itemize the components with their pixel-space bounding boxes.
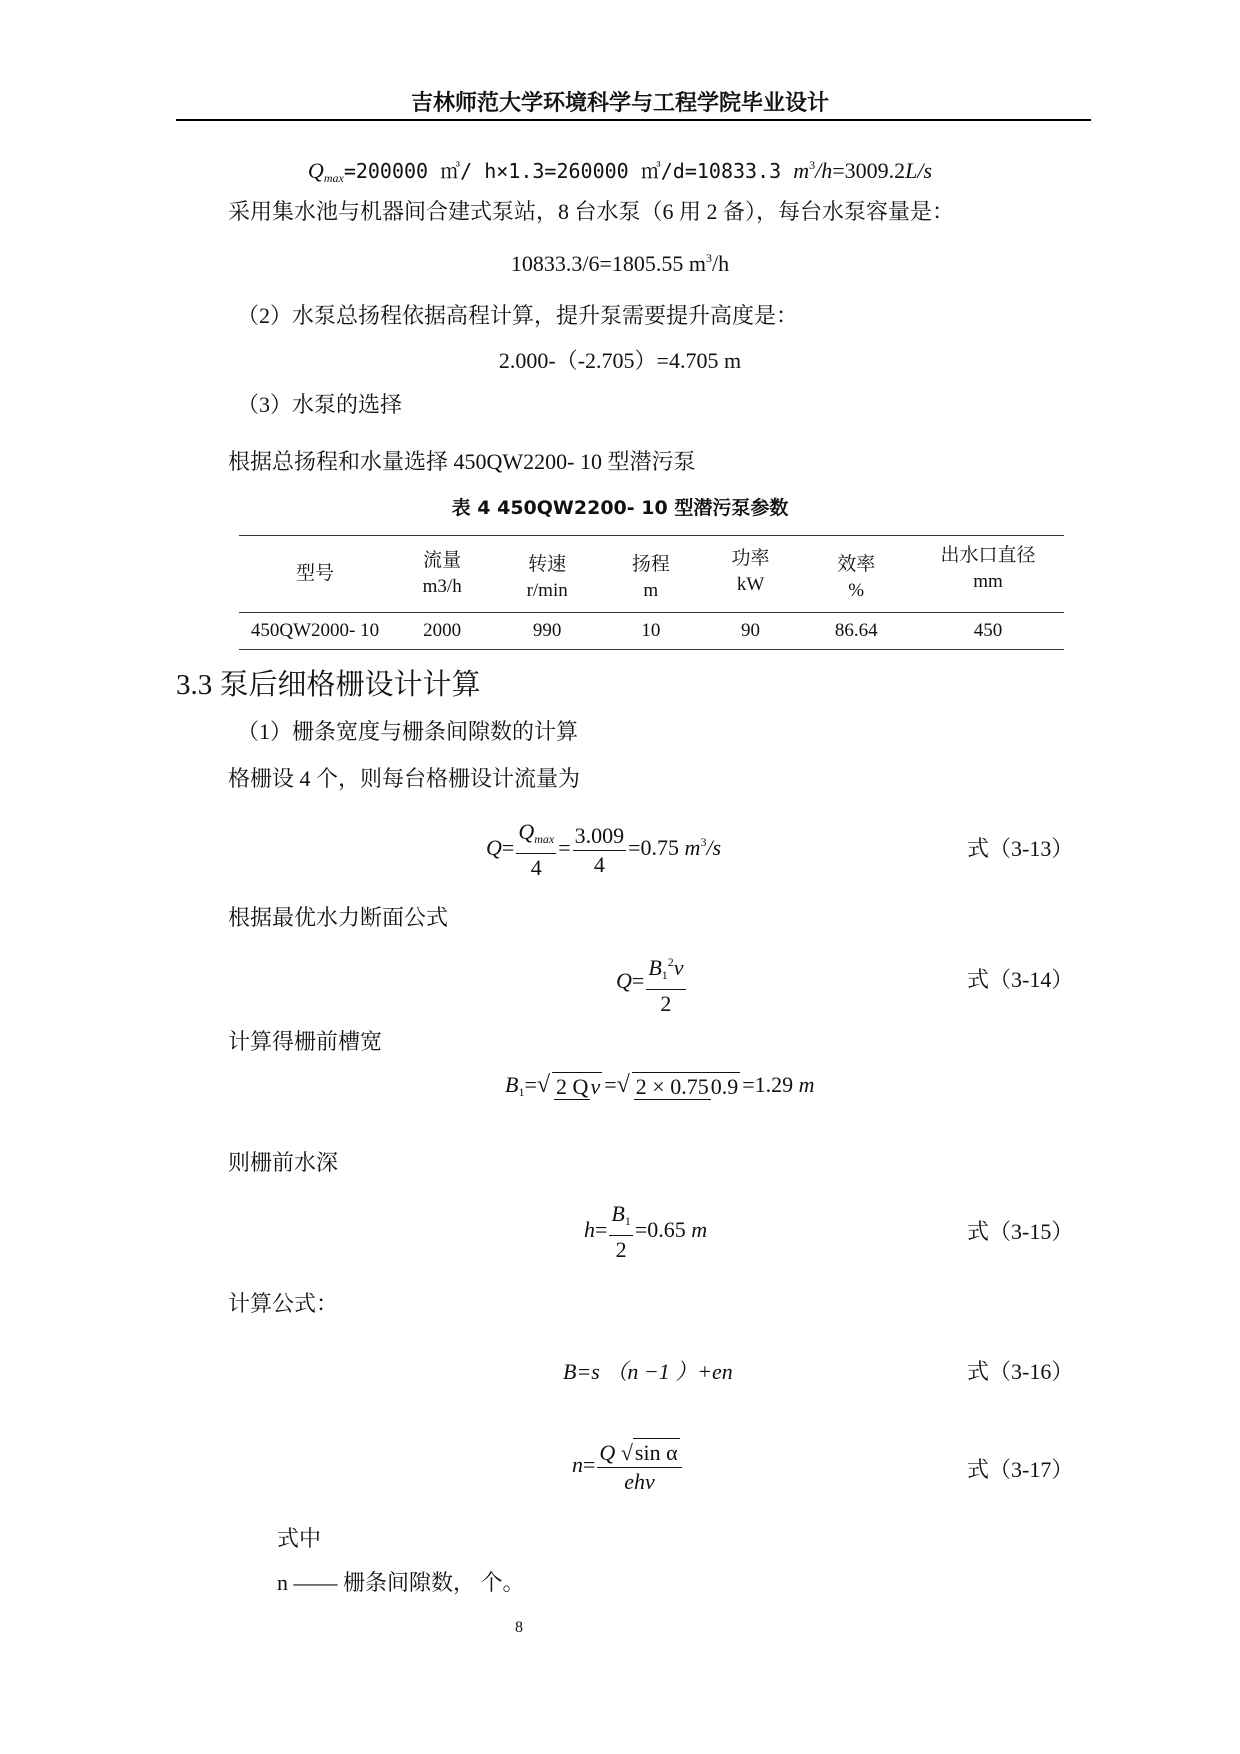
numerator: B xyxy=(611,1201,625,1226)
equation-number: 式（3-17） xyxy=(967,1457,1074,1482)
header-label: 型号 xyxy=(295,563,334,584)
paragraph: 采用集水池与机器间合建式泵站，8 台水泵（6 用 2 备），每台水泵容量是： xyxy=(228,199,955,224)
fraction xyxy=(573,822,627,879)
subscript: max xyxy=(534,832,555,846)
denominator: 0.9 xyxy=(710,1074,739,1100)
table-caption: 表 4 450QW2200- 10 型潜污泵参数 xyxy=(451,497,789,519)
numerator: 3.009 xyxy=(573,822,627,851)
table-header-row xyxy=(239,536,1064,613)
sqrt-icon: √ xyxy=(536,1072,551,1098)
subscript: 1 xyxy=(661,968,668,982)
equation-number: 式（3-13） xyxy=(967,836,1074,861)
header-unit: kW xyxy=(736,573,765,595)
header-label: 扬程 xyxy=(631,553,670,575)
fraction xyxy=(552,1072,602,1101)
fraction xyxy=(597,1438,681,1496)
header-label: 出水口直径 xyxy=(940,544,1036,566)
unit: m xyxy=(691,1217,708,1243)
header-unit: r/min xyxy=(526,579,568,601)
denominator: v xyxy=(590,1074,601,1100)
denominator: 2 xyxy=(660,991,672,1016)
paragraph: 式中 xyxy=(277,1526,322,1551)
head-equation: 2.000-（-2.705）=4.705 m xyxy=(498,348,742,373)
pump-capacity-equation xyxy=(0,244,1240,278)
fraction xyxy=(646,948,685,1018)
unit: m xyxy=(798,1072,815,1097)
paragraph: 计算得栅前槽宽 xyxy=(228,1029,383,1054)
col-header xyxy=(601,536,701,613)
paragraph: （2）水泵总扬程依据高程计算，提升泵需要提升高度是： xyxy=(237,303,799,328)
col-header xyxy=(391,536,493,613)
cell: 10 xyxy=(641,620,661,641)
denominator: 4 xyxy=(530,855,542,880)
eq-sign: = xyxy=(583,1452,596,1478)
eq-result: =1.29 xyxy=(742,1072,794,1097)
header-rule xyxy=(176,119,1091,121)
subscript: 1 xyxy=(624,1214,631,1228)
qmax-equation xyxy=(0,151,1240,192)
header-unit: mm xyxy=(973,570,1003,592)
denominator: ehv xyxy=(624,1469,655,1494)
equation-3-13 xyxy=(486,818,721,882)
paragraph: 根据最优水力断面公式 xyxy=(228,905,449,930)
paragraph: 根据总扬程和水量选择 450QW2200- 10 型潜污泵 xyxy=(228,449,696,474)
fraction xyxy=(516,818,556,882)
eq-sup: 3 xyxy=(706,251,712,265)
fraction xyxy=(609,1200,632,1264)
cell: 990 xyxy=(532,620,562,641)
superscript: 2 xyxy=(667,955,674,969)
radicand: sin α xyxy=(634,1440,678,1465)
col-header xyxy=(493,536,601,613)
qmax-unit: L/s xyxy=(905,158,933,183)
velocity: v xyxy=(673,955,684,980)
unit: m xyxy=(684,835,701,861)
header-label: 功率 xyxy=(731,547,770,569)
equation-b1 xyxy=(505,1072,815,1101)
sqrt-icon: √ xyxy=(616,1072,630,1098)
equation-3-16: B=s （n −1 ）+en xyxy=(563,1359,733,1384)
eq-text: 10833.3/6=1805.55 m xyxy=(510,251,706,276)
fraction xyxy=(632,1072,740,1101)
eq-sign: = xyxy=(524,1072,537,1097)
cell: 90 xyxy=(741,620,761,641)
paragraph: 则栅前水深 xyxy=(228,1150,339,1175)
eq-lhs: B xyxy=(505,1072,519,1097)
cell: 450 xyxy=(973,620,1003,641)
eq-sign: = xyxy=(631,968,645,994)
header-unit: m xyxy=(643,579,659,601)
qmax-text: =200000 ㎥/ h×1.3=260000 ㎥/d=10833.3 xyxy=(343,159,794,183)
eq-lhs: Q xyxy=(616,968,632,994)
equation-number: 式（3-14） xyxy=(967,967,1074,992)
variable-definition: n —— 栅条间隙数， 个。 xyxy=(277,1570,525,1595)
numerator: 2 × 0.75 xyxy=(635,1074,709,1100)
unit-sup: 3 xyxy=(700,835,707,850)
col-header xyxy=(912,536,1064,613)
eq-sign: = xyxy=(595,1217,608,1243)
equation-number: 式（3-16） xyxy=(967,1359,1074,1384)
col-header xyxy=(800,536,912,613)
cell: 2000 xyxy=(423,620,462,641)
col-header xyxy=(239,536,391,613)
numerator: 2 Q xyxy=(556,1074,589,1100)
numerator: B xyxy=(648,955,662,980)
header-label: 转速 xyxy=(528,553,567,575)
numerator: Q xyxy=(518,819,535,844)
paragraph: 计算公式： xyxy=(228,1291,339,1316)
unit: m xyxy=(793,158,810,183)
paragraph: 格栅设 4 个，则每台格栅设计流量为 xyxy=(228,766,581,791)
eq-sign: = xyxy=(558,835,571,861)
section-heading: 3.3 泵后细格栅设计计算 xyxy=(176,669,481,701)
unit-tail: /s xyxy=(706,835,722,861)
table-row xyxy=(239,613,1064,650)
unit-tail: /h xyxy=(815,158,833,183)
pump-parameter-table xyxy=(239,535,1064,650)
paragraph: （3）水泵的选择 xyxy=(237,392,403,417)
denominator: 2 xyxy=(615,1237,627,1262)
equation-3-15 xyxy=(584,1200,707,1264)
qmax-symbol: Q xyxy=(307,158,324,183)
paragraph: （1）栅条宽度与栅条间隙数的计算 xyxy=(237,719,579,744)
eq-lhs: Q xyxy=(486,835,502,861)
eq-sign: = xyxy=(604,1072,617,1097)
eq-tail: /h xyxy=(712,251,730,276)
eq-lhs: n xyxy=(572,1452,583,1478)
header-label: 效率 xyxy=(837,553,876,575)
numerator: Q xyxy=(599,1440,616,1465)
equation-3-14 xyxy=(616,948,688,1018)
denominator: 4 xyxy=(593,851,605,877)
subscript: 1 xyxy=(518,1085,525,1099)
eq-result: =0.65 xyxy=(634,1217,686,1243)
qmax-result: =3009.2 xyxy=(832,158,906,183)
cell: 450QW2000- 10 xyxy=(250,620,380,641)
unit-sup: 3 xyxy=(809,158,816,172)
sqrt-icon: √ xyxy=(620,1440,633,1465)
qmax-subscript: max xyxy=(323,171,344,185)
page-header-title: 吉林师范大学环境科学与工程学院毕业设计 xyxy=(410,91,829,116)
equation-number: 式（3-15） xyxy=(967,1219,1074,1244)
col-header xyxy=(701,536,801,613)
eq-sign: = xyxy=(501,835,515,861)
equation-3-17 xyxy=(572,1438,684,1496)
eq-result: =0.75 xyxy=(628,835,680,861)
eq-lhs: h xyxy=(584,1217,595,1243)
header-unit: m3/h xyxy=(422,576,462,597)
cell: 86.64 xyxy=(834,620,878,641)
header-unit: % xyxy=(848,579,865,601)
header-label: 流量 xyxy=(423,550,462,571)
page-number: 8 xyxy=(515,1619,523,1636)
